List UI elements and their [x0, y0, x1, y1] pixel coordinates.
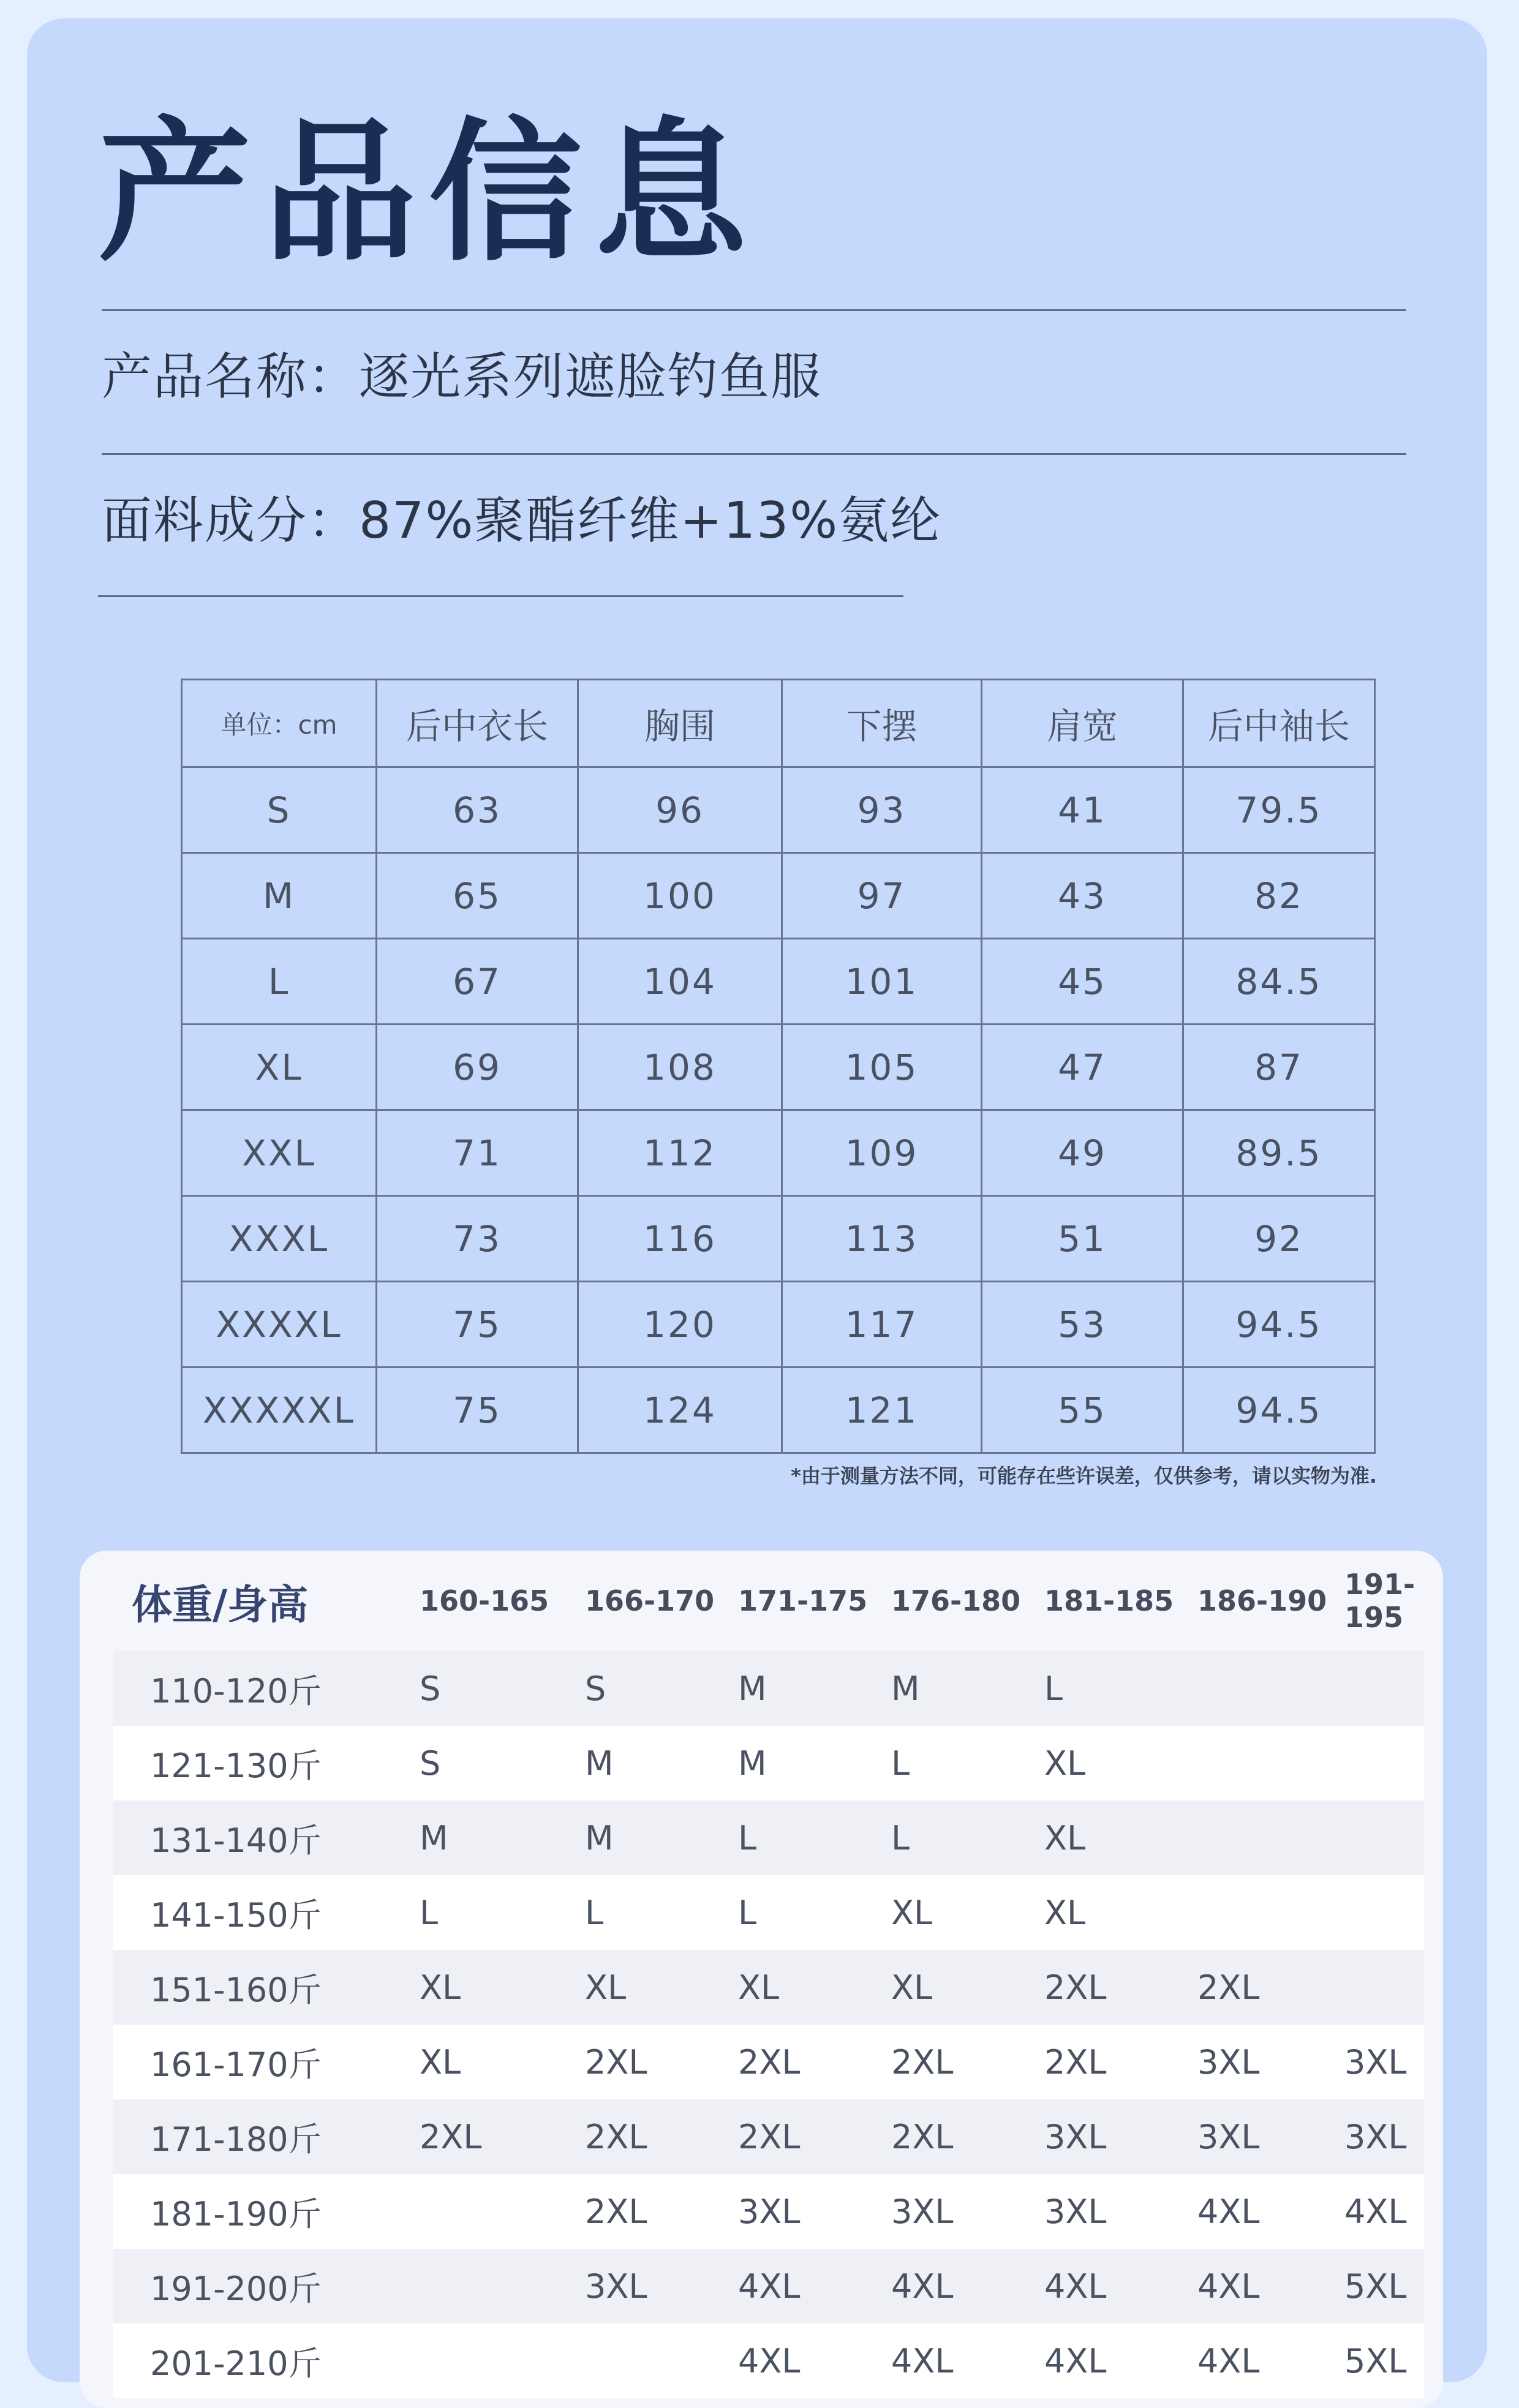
recommended-size: L [1044, 1651, 1197, 1726]
table-row [182, 767, 1375, 853]
recommended-size [1344, 1875, 1424, 1950]
recommended-size: M [891, 1651, 1044, 1726]
table-row [182, 853, 1375, 939]
column-header: 后中袖长 [1183, 680, 1375, 767]
recommended-size: 2XL [738, 2099, 891, 2174]
table-row [182, 1110, 1375, 1196]
weight-range: 121-130斤 [113, 1726, 420, 1800]
recommended-size [1344, 1800, 1424, 1875]
fit-table [113, 1551, 1424, 2398]
measurement-cell: 84.5 [1183, 939, 1375, 1025]
weight-range: 201-210斤 [113, 2323, 420, 2398]
weight-range: 161-170斤 [113, 2025, 420, 2099]
size-table-header [182, 680, 1375, 767]
divider [102, 309, 1406, 311]
recommended-size: 4XL [1197, 2174, 1344, 2249]
measurement-cell: 79.5 [1183, 767, 1375, 853]
table-row [182, 1196, 1375, 1282]
recommended-size: 4XL [1197, 2323, 1344, 2398]
measurement-cell: 113 [782, 1196, 982, 1282]
size-label: S [182, 767, 377, 853]
column-header: 后中衣长 [377, 680, 578, 767]
recommended-size: 2XL [585, 2025, 738, 2099]
measurement-cell: 93 [782, 767, 982, 853]
column-header: 下摆 [782, 680, 982, 767]
measurement-cell: 120 [578, 1282, 782, 1368]
recommended-size: 4XL [1044, 2249, 1197, 2323]
measurement-cell: 105 [782, 1025, 982, 1110]
recommended-size: XL [1044, 1726, 1197, 1800]
recommended-size: 3XL [585, 2249, 738, 2323]
recommended-size [585, 2323, 738, 2398]
recommended-size: 3XL [1044, 2174, 1197, 2249]
weight-range: 181-190斤 [113, 2174, 420, 2249]
weight-height-label: 体重/身高 [132, 1581, 309, 1628]
height-range-header: 160-165 [420, 1584, 549, 1617]
recommended-size: 2XL [891, 2099, 1044, 2174]
recommended-size [1344, 1651, 1424, 1726]
measurement-cell: 63 [377, 767, 578, 853]
measurement-cell: 49 [982, 1110, 1183, 1196]
list-item [113, 2025, 1424, 2099]
fit-table-header [113, 1551, 1424, 1651]
measurement-cell: 94.5 [1183, 1282, 1375, 1368]
measurement-cell: 104 [578, 939, 782, 1025]
recommended-size: S [420, 1726, 585, 1800]
recommended-size: XL [1044, 1800, 1197, 1875]
recommended-size: L [420, 1875, 585, 1950]
recommended-size: 4XL [1344, 2174, 1424, 2249]
recommended-size [1344, 1950, 1424, 2025]
measurement-cell: 116 [578, 1196, 782, 1282]
recommended-size: 4XL [891, 2249, 1044, 2323]
recommended-size [1197, 1875, 1344, 1950]
recommended-size: XL [1044, 1875, 1197, 1950]
recommended-size [420, 2174, 585, 2249]
recommended-size: XL [891, 1950, 1044, 2025]
unit-label: 单位：cm [182, 680, 377, 767]
list-item [113, 1875, 1424, 1950]
measurement-cell: 71 [377, 1110, 578, 1196]
measurement-cell: 89.5 [1183, 1110, 1375, 1196]
recommended-size: 3XL [1344, 2025, 1424, 2099]
measurement-cell: 112 [578, 1110, 782, 1196]
recommended-size [1197, 1651, 1344, 1726]
recommended-size: 2XL [1044, 2025, 1197, 2099]
table-row [182, 939, 1375, 1025]
recommended-size: 3XL [1344, 2099, 1424, 2174]
list-item [113, 2323, 1424, 2398]
measurement-cell: 55 [982, 1368, 1183, 1453]
measurement-cell: 109 [782, 1110, 982, 1196]
recommended-size: S [585, 1651, 738, 1726]
recommended-size: M [738, 1651, 891, 1726]
recommended-size [420, 2249, 585, 2323]
recommended-size: 4XL [1044, 2323, 1197, 2398]
recommended-size: 3XL [1044, 2099, 1197, 2174]
column-header: 胸围 [578, 680, 782, 767]
measurement-cell: 124 [578, 1368, 782, 1453]
measurement-cell: 73 [377, 1196, 578, 1282]
measurement-cell: 65 [377, 853, 578, 939]
recommended-size: L [891, 1726, 1044, 1800]
recommended-size [1344, 1726, 1424, 1800]
measurement-cell: 94.5 [1183, 1368, 1375, 1453]
recommended-size: 3XL [1197, 2099, 1344, 2174]
measurement-cell: 75 [377, 1368, 578, 1453]
column-header: 肩宽 [982, 680, 1183, 767]
size-recommendation-chart [80, 1551, 1443, 2408]
weight-range: 151-160斤 [113, 1950, 420, 2025]
measurement-cell: 117 [782, 1282, 982, 1368]
recommended-size: L [585, 1875, 738, 1950]
recommended-size: XL [585, 1950, 738, 2025]
recommended-size: 2XL [585, 2099, 738, 2174]
size-label: L [182, 939, 377, 1025]
measurement-cell: 108 [578, 1025, 782, 1110]
recommended-size: 5XL [1344, 2249, 1424, 2323]
recommended-size: 2XL [738, 2025, 891, 2099]
recommended-size [420, 2323, 585, 2398]
recommended-size: 5XL [1344, 2323, 1424, 2398]
recommended-size: XL [738, 1950, 891, 2025]
recommended-size: 3XL [891, 2174, 1044, 2249]
recommended-size: L [738, 1875, 891, 1950]
weight-range: 131-140斤 [113, 1800, 420, 1875]
size-label: XXXL [182, 1196, 377, 1282]
measurement-cell: 97 [782, 853, 982, 939]
recommended-size: M [585, 1726, 738, 1800]
table-row [182, 1368, 1375, 1453]
recommended-size: 3XL [1197, 2025, 1344, 2099]
divider [102, 453, 1406, 455]
weight-range: 110-120斤 [113, 1651, 420, 1726]
list-item [113, 2099, 1424, 2174]
fabric-composition: 面料成分：87%聚酯纤维+13%氨纶 [102, 492, 942, 550]
recommended-size: XL [891, 1875, 1044, 1950]
measurement-cell: 47 [982, 1025, 1183, 1110]
list-item [113, 2249, 1424, 2323]
recommended-size: S [420, 1651, 585, 1726]
list-item [113, 1726, 1424, 1800]
recommended-size: 2XL [1044, 1950, 1197, 2025]
height-range-header: 171-175 [738, 1584, 868, 1617]
size-table [181, 679, 1376, 1454]
height-range-header: 186-190 [1197, 1584, 1327, 1617]
measurement-cell: 41 [982, 767, 1183, 853]
measurement-note: *由于测量方法不同，可能存在些许误差，仅供参考，请以实物为准. [791, 1464, 1377, 1488]
recommended-size: 4XL [1197, 2249, 1344, 2323]
recommended-size: 4XL [738, 2249, 891, 2323]
size-label: XXXXXL [182, 1368, 377, 1453]
recommended-size: 2XL [1197, 1950, 1344, 2025]
list-item [113, 1651, 1424, 1726]
recommended-size: M [420, 1800, 585, 1875]
weight-range: 171-180斤 [113, 2099, 420, 2174]
list-item [113, 2174, 1424, 2249]
size-label: M [182, 853, 377, 939]
measurement-cell: 87 [1183, 1025, 1375, 1110]
weight-range: 141-150斤 [113, 1875, 420, 1950]
recommended-size: XL [420, 2025, 585, 2099]
recommended-size: M [738, 1726, 891, 1800]
measurement-cell: 69 [377, 1025, 578, 1110]
size-label: XL [182, 1025, 377, 1110]
height-range-header: 166-170 [585, 1584, 715, 1617]
measurement-cell: 101 [782, 939, 982, 1025]
measurement-cell: 121 [782, 1368, 982, 1453]
measurement-cell: 75 [377, 1282, 578, 1368]
recommended-size: L [738, 1800, 891, 1875]
recommended-size: 3XL [738, 2174, 891, 2249]
measurement-cell: 92 [1183, 1196, 1375, 1282]
measurement-cell: 43 [982, 853, 1183, 939]
measurement-cell: 82 [1183, 853, 1375, 939]
weight-range: 191-200斤 [113, 2249, 420, 2323]
recommended-size: XL [420, 1950, 585, 2025]
measurement-cell: 67 [377, 939, 578, 1025]
size-label: XXXXL [182, 1282, 377, 1368]
height-range-header: 176-180 [891, 1584, 1021, 1617]
height-range-header: 181-185 [1044, 1584, 1174, 1617]
recommended-size: L [891, 1800, 1044, 1875]
recommended-size: 4XL [891, 2323, 1044, 2398]
measurement-cell: 100 [578, 853, 782, 939]
recommended-size: 2XL [585, 2174, 738, 2249]
recommended-size: 4XL [738, 2323, 891, 2398]
recommended-size: M [585, 1800, 738, 1875]
table-row [182, 1025, 1375, 1110]
page-title: 产品信息 [98, 103, 760, 282]
recommended-size [1197, 1800, 1344, 1875]
list-item [113, 1950, 1424, 2025]
size-label: XXL [182, 1110, 377, 1196]
recommended-size [1197, 1726, 1344, 1800]
table-row [182, 1282, 1375, 1368]
recommended-size: 2XL [420, 2099, 585, 2174]
recommended-size: 2XL [891, 2025, 1044, 2099]
product-name: 产品名称：逐光系列遮脸钓鱼服 [102, 348, 823, 406]
measurement-cell: 96 [578, 767, 782, 853]
measurement-cell: 51 [982, 1196, 1183, 1282]
divider [98, 595, 903, 597]
height-range-header: 191-195 [1344, 1568, 1415, 1634]
measurement-cell: 53 [982, 1282, 1183, 1368]
list-item [113, 1800, 1424, 1875]
measurement-cell: 45 [982, 939, 1183, 1025]
